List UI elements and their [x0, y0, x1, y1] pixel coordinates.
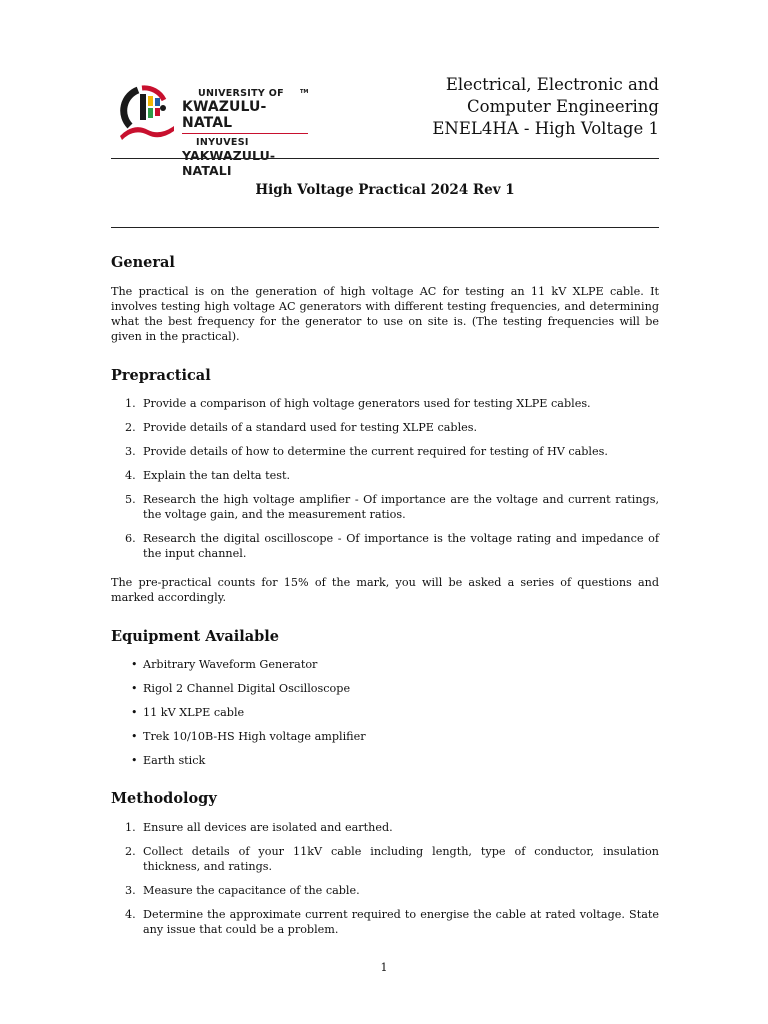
- list-item: 3. Measure the capacitance of the cable.: [125, 884, 360, 897]
- document-header: [111, 74, 659, 178]
- university-logo: [116, 78, 316, 178]
- section-heading-general: General: [111, 254, 175, 271]
- general-paragraph: The practical is on the generation of high voltage AC for testing an 11 kV XLPE cable. It involves testing high voltage AC generators with different testing frequencies, and determining what the best frequency for the generator to use on site is. (The testing frequencies will be given in the practical).: [111, 285, 659, 343]
- document-title: High Voltage Practical 2024 Rev 1: [255, 182, 515, 198]
- department-block: [432, 74, 659, 140]
- section-heading-equipment: Equipment Available: [111, 628, 280, 645]
- list-item: 3. Provide details of how to determine the current required for testing of HV cables.: [125, 445, 608, 458]
- course-code-line: ENEL4HA - High Voltage 1: [432, 119, 659, 138]
- list-item: 5. Research the high voltage amplifier - Of importance are the voltage and current ratings, the voltage gain, and the measurement ratios.: [125, 493, 659, 521]
- equipment-list: [111, 657, 659, 777]
- list-item: • 11 kV XLPE cable: [131, 706, 245, 719]
- list-item: 1. Ensure all devices are isolated and earthed.: [125, 821, 393, 834]
- logo-divider: [182, 133, 308, 134]
- logo-line-yakwazulu-natali: YAKWAZULU-NATALI: [182, 148, 276, 178]
- department-line-1: Electrical, Electronic and: [445, 75, 659, 94]
- list-item: • Trek 10/10B-HS High voltage amplifier: [131, 730, 366, 743]
- page-number: 1: [380, 961, 388, 974]
- bullet-icon: •: [131, 706, 138, 719]
- list-item: 4. Explain the tan delta test.: [125, 469, 291, 482]
- list-item: • Rigol 2 Channel Digital Oscilloscope: [131, 682, 351, 695]
- bullet-icon: •: [131, 754, 138, 767]
- logo-line-kwazulu-natal: KWAZULU-NATAL: [182, 99, 267, 131]
- list-item: • Arbitrary Waveform Generator: [131, 658, 318, 671]
- logo-wordmark: [182, 88, 316, 178]
- bullet-icon: •: [131, 658, 138, 671]
- prepractical-note: The pre-practical counts for 15% of the mark, you will be asked a series of questions and marked accordingly.: [111, 576, 659, 604]
- section-heading-methodology: Methodology: [111, 790, 217, 807]
- bullet-icon: •: [131, 682, 138, 695]
- list-item: 6. Research the digital oscilloscope - Of importance is the voltage rating and impedance of the input channel.: [125, 532, 659, 560]
- list-item: 1. Provide a comparison of high voltage generators used for testing XLPE cables.: [125, 397, 591, 410]
- list-item: 2. Collect details of your 11kV cable including length, type of conductor, insulation thickness, and ratings.: [125, 845, 659, 873]
- list-item: 4. Determine the approximate current required to energise the cable at rated voltage. State any issue that could be a problem.: [125, 908, 659, 936]
- logo-line-inyuvesi: INYUVESI: [196, 137, 249, 148]
- list-item: • Earth stick: [131, 754, 206, 767]
- bullet-icon: •: [131, 730, 138, 743]
- ukzn-emblem-icon: [116, 78, 178, 146]
- header-rule: [111, 158, 659, 159]
- list-item: 2. Provide details of a standard used for testing XLPE cables.: [125, 421, 478, 434]
- methodology-list: [111, 820, 659, 946]
- logo-line-university-of: UNIVERSITY OF: [198, 88, 284, 99]
- title-rule: [111, 227, 659, 228]
- department-line-2: Computer Engineering: [467, 97, 659, 116]
- section-heading-prepractical: Prepractical: [111, 367, 211, 384]
- trademark-mark: TM: [300, 89, 309, 95]
- prepractical-list: [111, 396, 659, 570]
